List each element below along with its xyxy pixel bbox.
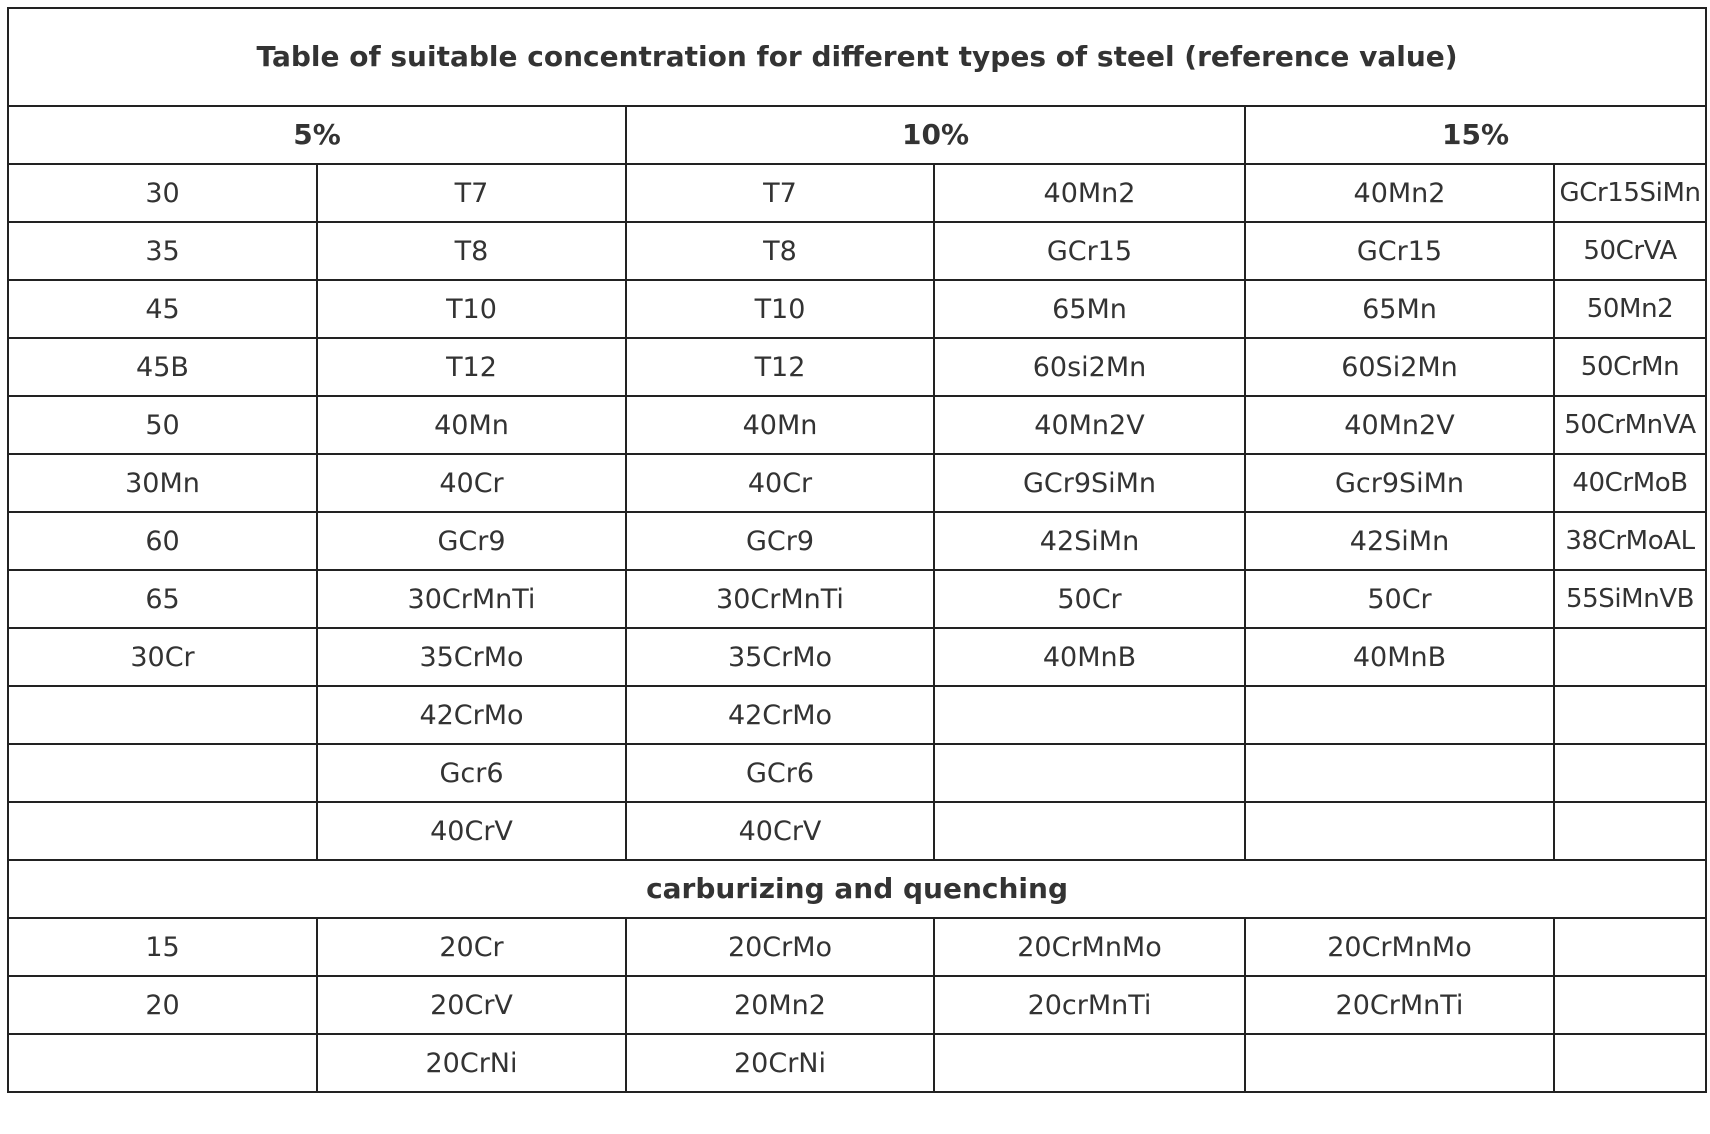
table-cell: [934, 802, 1245, 860]
table-cell: 40MnB: [934, 628, 1245, 686]
section-table-row: [8, 976, 1706, 1034]
table-row: [8, 802, 1706, 860]
table-cell: 45B: [8, 338, 317, 396]
table-cell: 40CrMoB: [1554, 454, 1706, 512]
table-row: [8, 338, 1706, 396]
table-row: [8, 454, 1706, 512]
table-cell: 40Mn2: [1245, 164, 1554, 222]
group-header-15-percent: 15%: [1245, 106, 1706, 164]
table-cell: 40Mn2V: [934, 396, 1245, 454]
table-cell: 55SiMnVB: [1554, 570, 1706, 628]
table-cell: 20CrMnMo: [934, 918, 1245, 976]
table-cell: 50Cr: [934, 570, 1245, 628]
table-cell: [8, 744, 317, 802]
steel-concentration-table: [7, 7, 1707, 1093]
table-cell: [1554, 802, 1706, 860]
table-cell: GCr9: [317, 512, 626, 570]
table-cell: 65Mn: [1245, 280, 1554, 338]
group-header-5-percent: 5%: [8, 106, 626, 164]
table-cell: 65Mn: [934, 280, 1245, 338]
table-cell: [8, 1034, 317, 1092]
table-cell: 40CrV: [626, 802, 934, 860]
table-cell: 20CrMnTi: [1245, 976, 1554, 1034]
table-row: [8, 628, 1706, 686]
table-cell: 65: [8, 570, 317, 628]
table-cell: 30CrMnTi: [317, 570, 626, 628]
table-cell: Gcr9SiMn: [1245, 454, 1554, 512]
table-cell: Gcr6: [317, 744, 626, 802]
group-header-10-percent: 10%: [626, 106, 1245, 164]
table-cell: GCr9: [626, 512, 934, 570]
table-cell: [1245, 802, 1554, 860]
table-cell: T8: [317, 222, 626, 280]
table-cell: 40Mn2V: [1245, 396, 1554, 454]
table-cell: 50CrMn: [1554, 338, 1706, 396]
table-cell: [1554, 686, 1706, 744]
table-cell: [934, 1034, 1245, 1092]
table-cell: [8, 686, 317, 744]
table-cell: 15: [8, 918, 317, 976]
table-cell: 60: [8, 512, 317, 570]
table-row: [8, 396, 1706, 454]
table-cell: 42CrMo: [626, 686, 934, 744]
table-cell: GCr15: [1245, 222, 1554, 280]
table-cell: 42SiMn: [934, 512, 1245, 570]
table-cell: [934, 744, 1245, 802]
section-table-row: [8, 918, 1706, 976]
table-cell: 40Mn: [317, 396, 626, 454]
table-row: [8, 164, 1706, 222]
table-cell: 20Cr: [317, 918, 626, 976]
table-cell: 50CrVA: [1554, 222, 1706, 280]
table-cell: 38CrMoAL: [1554, 512, 1706, 570]
title-row: [8, 8, 1706, 106]
table-cell: [1554, 744, 1706, 802]
table-cell: [1245, 744, 1554, 802]
table-cell: 20CrMnMo: [1245, 918, 1554, 976]
table-row: [8, 744, 1706, 802]
table-cell: T7: [317, 164, 626, 222]
table-cell: 40Cr: [626, 454, 934, 512]
table-cell: 42CrMo: [317, 686, 626, 744]
table-cell: 50CrMnVA: [1554, 396, 1706, 454]
table-cell: [934, 686, 1245, 744]
table-cell: GCr9SiMn: [934, 454, 1245, 512]
table-cell: 50Mn2: [1554, 280, 1706, 338]
table-cell: 30Mn: [8, 454, 317, 512]
table-cell: [1554, 1034, 1706, 1092]
table-cell: 20: [8, 976, 317, 1034]
table-cell: 40Mn: [626, 396, 934, 454]
table-cell: T12: [317, 338, 626, 396]
table-cell: 20CrNi: [317, 1034, 626, 1092]
table-cell: 35CrMo: [626, 628, 934, 686]
table-cell: T12: [626, 338, 934, 396]
table-cell: 60si2Mn: [934, 338, 1245, 396]
table-cell: T10: [626, 280, 934, 338]
table-cell: 20crMnTi: [934, 976, 1245, 1034]
table-cell: 20Mn2: [626, 976, 934, 1034]
table-title: Table of suitable concentration for different types of steel (reference value): [8, 8, 1706, 106]
section-title: carburizing and quenching: [8, 860, 1706, 918]
table-cell: 50: [8, 396, 317, 454]
table-cell: GCr6: [626, 744, 934, 802]
table-cell: GCr15: [934, 222, 1245, 280]
table-row: [8, 686, 1706, 744]
table-cell: 35: [8, 222, 317, 280]
table-cell: 30CrMnTi: [626, 570, 934, 628]
table-row: [8, 512, 1706, 570]
table-cell: T7: [626, 164, 934, 222]
table-cell: 50Cr: [1245, 570, 1554, 628]
table-cell: 42SiMn: [1245, 512, 1554, 570]
table-cell: 40MnB: [1245, 628, 1554, 686]
table-cell: 40Cr: [317, 454, 626, 512]
table-cell: [1554, 628, 1706, 686]
table-cell: 20CrV: [317, 976, 626, 1034]
table-cell: GCr15SiMn: [1554, 164, 1706, 222]
table-cell: 45: [8, 280, 317, 338]
table-cell: T8: [626, 222, 934, 280]
table-cell: 40CrV: [317, 802, 626, 860]
table-cell: [1554, 918, 1706, 976]
table-cell: 20CrMo: [626, 918, 934, 976]
table-row: [8, 280, 1706, 338]
table-row: [8, 222, 1706, 280]
table-cell: T10: [317, 280, 626, 338]
table-cell: 35CrMo: [317, 628, 626, 686]
table-cell: 30Cr: [8, 628, 317, 686]
table-cell: 20CrNi: [626, 1034, 934, 1092]
table-cell: 40Mn2: [934, 164, 1245, 222]
table-cell: 30: [8, 164, 317, 222]
section-header-row: [8, 860, 1706, 918]
table-cell: [8, 802, 317, 860]
section-table-row: [8, 1034, 1706, 1092]
concentration-header-row: [8, 106, 1706, 164]
table-cell: 60Si2Mn: [1245, 338, 1554, 396]
table-cell: [1554, 976, 1706, 1034]
table-cell: [1245, 686, 1554, 744]
table-row: [8, 570, 1706, 628]
table-cell: [1245, 1034, 1554, 1092]
